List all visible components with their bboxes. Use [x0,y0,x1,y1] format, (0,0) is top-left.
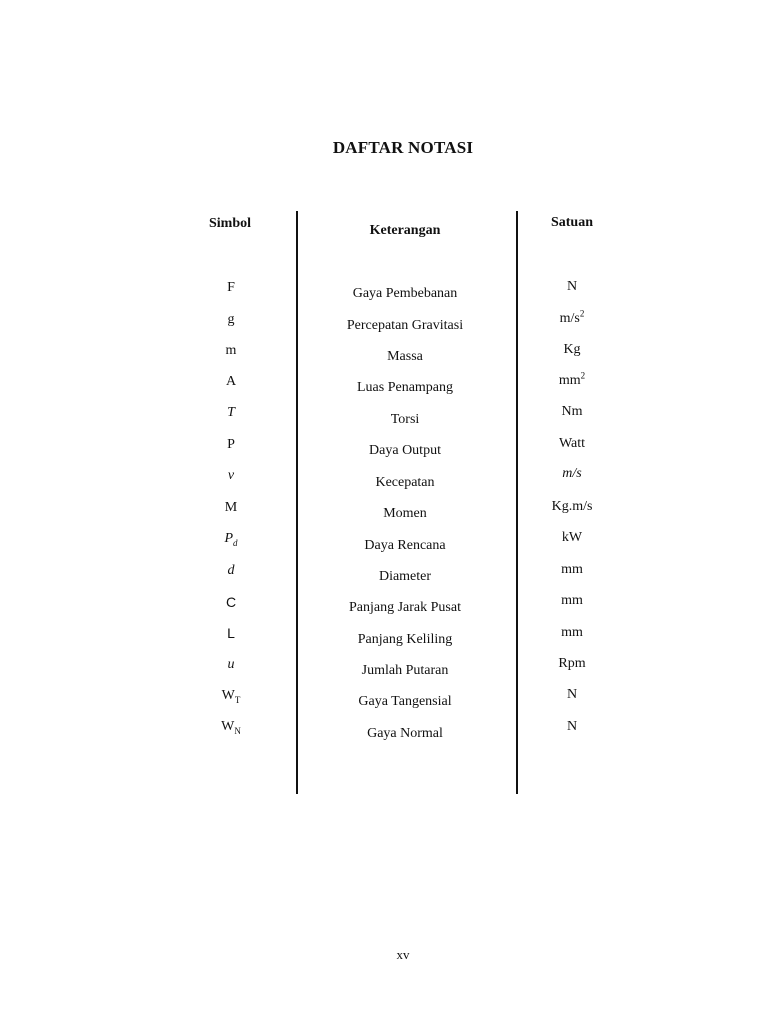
description-cell: Daya Output [369,443,441,458]
unit-cell: $m/s^2$ [559,308,585,326]
unit-cell: mm [561,625,583,640]
unit-cell: $mm^2$ [558,370,586,388]
header-keterangan: Keterangan [369,223,441,238]
description-cell: Percepatan Gravitasi [346,318,464,333]
header-satuan: Satuan [550,215,594,230]
unit-cell: Nm [561,404,583,419]
symbol-cell: $W_N$ [221,719,241,736]
symbol-cell: g [227,312,235,327]
description-cell: Luas Penampang [356,380,454,395]
symbol-cell: m [225,343,237,358]
description-cell: Gaya Tangensial [358,694,452,709]
symbol-cell: F [227,280,235,295]
symbol-cell: P [227,437,235,452]
unit-cell: N [566,279,578,294]
unit-cell: Watt [558,436,586,451]
header-simbol: Simbol [208,216,251,231]
symbol-subscript: T [234,694,241,705]
unit-cell: Kg [563,342,581,357]
symbol-cell: C [225,594,237,610]
description-cell: Diameter [378,569,432,584]
symbol-cell: M [224,500,238,515]
symbol-cell: T [227,405,235,420]
unit-cell: kW [561,530,583,545]
unit-cell: N [566,719,578,734]
column-divider-2 [516,211,518,794]
unit-superscript: 2 [580,370,586,381]
description-cell: Massa [387,349,423,364]
description-cell: Gaya Normal [367,726,443,741]
unit-cell: mm [561,593,583,608]
symbol-cell: L [227,625,235,641]
symbol-cell: u [227,657,235,672]
symbol-subscript: N [234,725,241,736]
column-divider-1 [296,211,298,794]
description-cell: Daya Rencana [364,538,446,553]
symbol-cell: $P_d$ [224,531,238,548]
symbol-subscript: d [233,537,238,548]
symbol-cell: d [227,563,235,578]
page-number: xv [396,947,410,962]
description-cell: Panjang Keliling [357,632,453,647]
unit-cell: Rpm [558,656,586,671]
page-title: DAFTAR NOTASI [332,138,474,157]
unit-cell: Kg.m/s [551,499,593,514]
description-cell: Gaya Pembebanan [352,286,458,301]
unit-cell: m/s [562,466,582,481]
symbol-cell: v [227,468,235,483]
description-cell: Kecepatan [375,475,435,490]
description-cell: Jumlah Putaran [361,663,449,678]
description-cell: Momen [383,506,427,521]
description-cell: Panjang Jarak Pusat [349,600,461,615]
description-cell: Torsi [390,412,420,427]
symbol-cell: $W_T$ [221,688,241,705]
unit-cell: mm [561,562,583,577]
unit-cell: N [566,687,578,702]
unit-superscript: 2 [579,308,585,319]
symbol-cell: A [225,374,237,389]
